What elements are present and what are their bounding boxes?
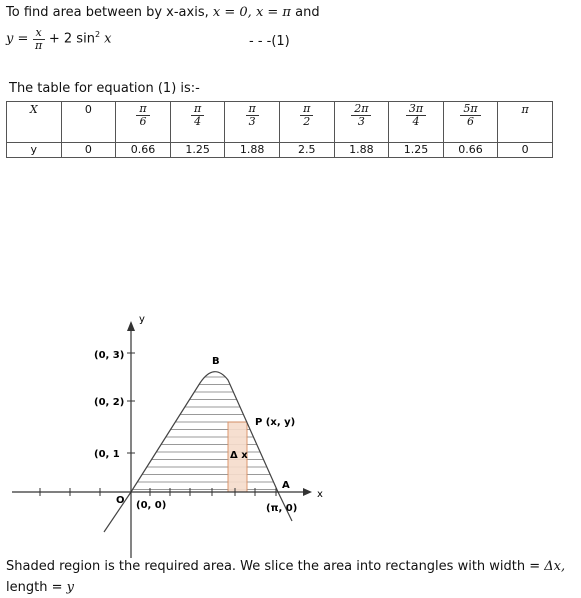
table-x-cell <box>498 102 553 143</box>
intro-line <box>6 5 320 20</box>
equation-number: - - -(1) <box>249 34 290 49</box>
equation-lhs: y = <box>6 31 29 47</box>
x-fraction <box>300 103 313 127</box>
x-axis-label: x <box>317 489 323 500</box>
equation-line <box>6 27 112 51</box>
y-axis-arrow <box>127 321 135 331</box>
table-y-cell: 0.66 <box>443 143 498 158</box>
origin-coord: (0, 0) <box>136 500 167 511</box>
x-fraction <box>246 103 259 127</box>
conclusion-length-var: y <box>66 580 74 595</box>
table-x-cell <box>389 102 444 143</box>
table-x-cell <box>334 102 389 143</box>
x-fraction <box>460 103 480 127</box>
equation-frac-num: x <box>33 27 45 40</box>
x-value: 0 <box>84 103 92 116</box>
point-p-label: P (x, y) <box>255 417 296 428</box>
x-fraction <box>136 103 149 127</box>
table-y-cell: 0 <box>61 143 116 158</box>
equation-exponent: 2 <box>94 30 101 40</box>
equation-fraction <box>33 27 45 51</box>
equation-plus-part: + 2 sin <box>48 31 95 47</box>
x-fraction-num: π <box>191 103 204 116</box>
point-b-label: B <box>212 356 220 367</box>
values-table <box>6 101 553 158</box>
table-y-cell: 1.88 <box>334 143 389 158</box>
x-fraction-den: 2 <box>303 114 311 128</box>
tick-label-3: (0, 3) <box>94 350 125 361</box>
intro-text: To find area between by x-axis, <box>6 5 209 20</box>
x-fraction-den: 4 <box>412 114 420 128</box>
point-a-coord: (π, 0) <box>266 503 298 514</box>
conclusion-width: Δx, <box>544 559 566 574</box>
condition-x-pi: x = π <box>255 5 291 20</box>
table-x-cell <box>279 102 334 143</box>
equation-var: x <box>104 31 112 47</box>
table-x-cell <box>443 102 498 143</box>
x-fraction-den: 3 <box>357 114 365 128</box>
point-a-label: A <box>282 480 290 491</box>
tick-label-1: (0, 1 <box>94 449 120 460</box>
table-x-cell <box>116 102 171 143</box>
conclusion-text: Shaded region is the required area. We slice the area into rectangles with width = <box>6 559 541 574</box>
x-fraction-num: π <box>300 103 313 116</box>
origin-label: O <box>116 495 125 506</box>
table-intro: The table for equation (1) is:- <box>9 81 200 96</box>
table-x-head: X <box>7 102 62 143</box>
delta-x-label: Δ x <box>230 450 248 461</box>
x-fraction-den: 6 <box>139 114 147 128</box>
y-axis-label: y <box>139 314 145 325</box>
x-fraction <box>351 103 371 127</box>
table-x-cell <box>225 102 280 143</box>
x-fraction-num: π <box>136 103 149 116</box>
x-fraction-num: 2π <box>351 103 371 116</box>
x-axis-arrow <box>303 488 312 496</box>
table-y-head: y <box>7 143 62 158</box>
table-x-cell <box>170 102 225 143</box>
table-y-cell: 0.66 <box>116 143 171 158</box>
table-y-cell: 2.5 <box>279 143 334 158</box>
x-fraction-den: 4 <box>194 114 202 128</box>
hatch-lines <box>120 377 290 490</box>
condition-x-zero: x = 0, <box>212 5 252 20</box>
table-y-row <box>7 143 553 158</box>
x-fraction-num: 5π <box>460 103 480 116</box>
table-y-cell: 0 <box>498 143 553 158</box>
area-graph <box>0 305 581 565</box>
x-fraction-den: 6 <box>467 114 475 128</box>
conclusion-line-1 <box>6 559 565 574</box>
x-fraction <box>406 103 426 127</box>
x-fraction-den: 3 <box>248 114 256 128</box>
x-fraction-num: π <box>246 103 259 116</box>
equation-frac-den: π <box>35 38 43 52</box>
table-y-cell: 1.88 <box>225 143 280 158</box>
x-fraction-num: 3π <box>406 103 426 116</box>
conclusion-line-2 <box>6 580 74 595</box>
conclusion-length: length = <box>6 580 63 595</box>
x-value: π <box>521 103 529 116</box>
table-x-cell <box>61 102 116 143</box>
table-y-cell: 1.25 <box>389 143 444 158</box>
intro-and: and <box>295 5 320 20</box>
tick-label-2: (0, 2) <box>94 397 125 408</box>
x-fraction <box>191 103 204 127</box>
table-y-cell: 1.25 <box>170 143 225 158</box>
table-x-row <box>7 102 553 143</box>
